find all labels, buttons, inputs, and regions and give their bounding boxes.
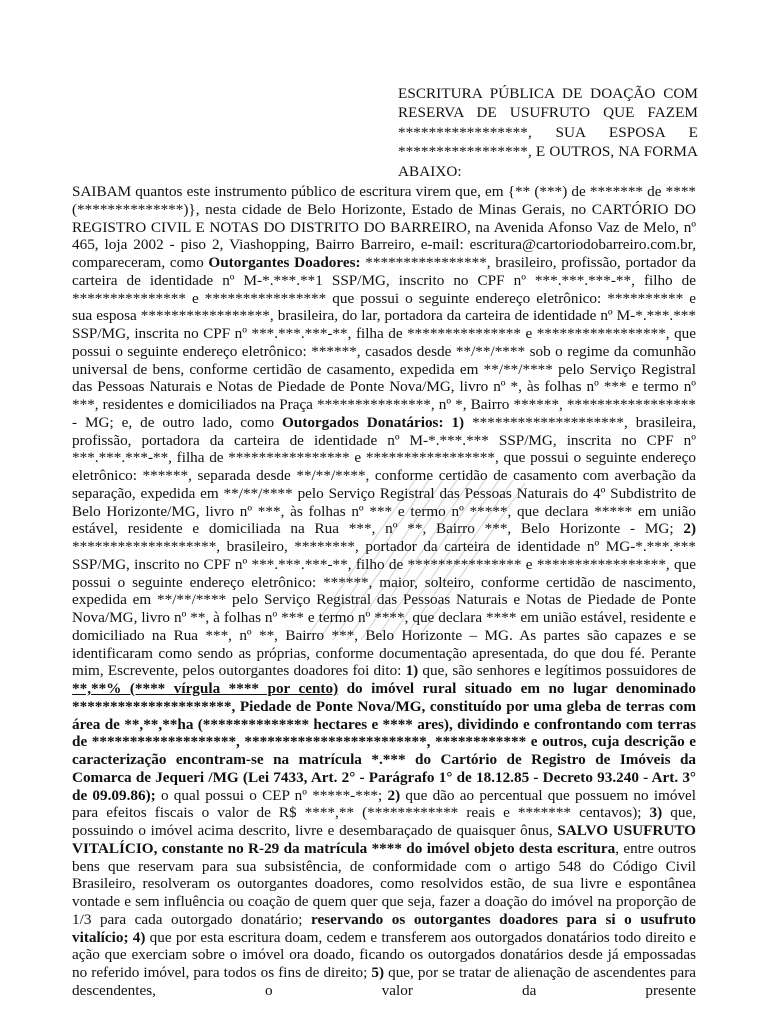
text-segment: que por esta escritura doam, cedem e transferem aos outorgados donatários todo direito e ação que exerciam sobre o imóvel ora doado, ficando os outorgados donatários desde já empossadas no referido imóvel, para todos os fins de direito;: [72, 928, 696, 981]
item-number: 1): [405, 662, 419, 680]
reservation-clause: reservando os outorgantes doadores para si o usufruto vitalício; 4): [72, 910, 696, 946]
text-segment: que, são senhores e legítimos possuidores de: [418, 662, 696, 680]
text-segment: o qual possui o CEP nº *****-***;: [155, 786, 388, 804]
deed-title: ESCRITURA PÚBLICA DE DOAÇÃO COM RESERVA DE USUFRUTO QUE FAZEM *****************, SUA ESPOSA E *****************, E OUTROS, NA FORMA ABAIXO:: [398, 85, 698, 180]
deed-body-paragraph: [72, 183, 696, 1000]
percentage-highlight: [72, 680, 338, 697]
text-segment: que, por se tratar de alienação de ascendentes para descendentes, o valor da presente: [72, 964, 696, 999]
text-segment: ****************, brasileiro, profissão, portador da carteira de identidade nº M-*.***.**1 SSP/MG, inscrito no CPF nº ***.***.***-**, filho de *************** e **************** que possui o seguinte endereço eletrônico: ********** e sua esposa *****************, brasileira, do lar, portadora da carteira de identidade nº M-*.***.*** SSP/MG, inscrita no CPF nº ***.***.***-**, filha de *************** e *****************, que possui o seguinte endereço eletrônico: ******, casados desde **/**/**** sob o regime da comunhão universal de bens, conforme certidão de casamento, expedida em **/**/**** pelo Serviço Registral das Pessoas Naturais e Notas de Piedade de Ponte Nova/MG, livro nº *, às folhas nº *** e termo nº ***, residentes e domiciliados na Praça ***************, nº *, Bairro ******, ***************** - MG; e, de outro lado, como: [72, 254, 696, 431]
item-number: 2): [683, 520, 696, 538]
item-number: 3): [649, 804, 663, 822]
text-segment: que, possuindo o imóvel acima descrito, livre e desembaraçado de quaisquer ônus,: [72, 804, 696, 839]
percentage-underlined: **,**% (**** vírgula **** por cento): [72, 680, 339, 697]
item-number: 5): [371, 964, 385, 981]
item-number: 2): [387, 786, 401, 804]
text-segment: que dão ao percentual que possuem no imóvel para efeitos fiscais o valor de R$ ****,** (************ reais e ******* centavos);: [72, 786, 697, 822]
label-outorgantes-doadores: Outorgantes Doadores:: [208, 254, 361, 271]
text-segment: *******************, brasileiro, ********, portador da carteira de identidade nº MG-*.***.*** SSP/MG, inscrito no CPF nº ***.***.***-**, filho de *************** e *****************, que possui o seguinte endereço eletrônico: ******, maior, solteiro, conforme certidão de nascimento, expedida em **/**/**** pelo Serviço Registral das Pessoas Naturais e Notas de Piedade de Ponte Nova/MG, livro nº **, à folhas nº *** e termo nº ****, que declara **** em união estável, residente e domiciliado na Rua ***, nº **, Bairro ***, Belo Horizonte – MG. As partes são capazes e se identificaram como sendo as próprias, conforme documentação apresentada, do que dou fé. Perante mim, Escrevente, pelos outorgantes doadores foi dito:: [72, 538, 696, 680]
usufruct-clause: SALVO USUFRUTO VITALÍCIO, constante no R-29 da matrícula **** do imóvel objeto desta escritura: [72, 822, 696, 857]
text-segment: SAIBAM quantos este instrumento público de escritura virem que, em {** (***) de ******* de **** (**************)}, nesta cidade de Belo Horizonte, Estado de Minas Gerais, no CARTÓRIO DO REGISTRO CIVIL E NOTAS DO DISTRITO DO BARREIRO, na Avenida Afonso Vaz de Melo, nº 465, loja 2002 - piso 2, Viashopping, Bairro Barreiro, e-mail: escritura@cartoriodobarreiro.com.br, compareceram, como: [72, 183, 696, 271]
text-segment: , entre outros bens que reservam para sua subsistência, de conformidade com o artigo 548 do Código Civil Brasileiro, resolveram os outorgantes doadores, como resolvidos estão, de sua livre e espontânea vontade e sem influência ou coação de quem quer que seja, fazer a doação do imóvel na proporção de 1/3 para cada outorgado donatário;: [72, 839, 696, 928]
label-outorgados-donatarios: Outorgados Donatários: 1): [282, 413, 465, 431]
text-segment: ********************, brasileira, profissão, portadora da carteira de identidade nº M-*.***.*** SSP/MG, inscrita no CPF nº ***.***.***-**, filha de **************** e *****************, que possui o seguinte endereço eletrônico: ******, separada desde **/**/****, conforme certidão de casamento com averbação da separação, expedida em **/**/**** pelo Serviço Registral das Pessoas Naturais do 4º Subdistrito de Belo Horizonte/MG, livro nº ***, às folhas nº *** e termo nº *****, que declara ***** em união estável, residente e domiciliada na Rua ***, nº **, Bairro ***, Belo Horizonte - MG;: [72, 413, 696, 538]
deed-body: [72, 183, 696, 1000]
property-description: do imóvel rural situado em no lugar denominado *********************, Piedade de Ponte Nova/MG, constituído por uma gleba de terras com área de **,**,**ha (************** hectares e **** ares), dividindo e confrontando com terras de *******************, ************************, ************ e outros, cuja descrição e caracterização encontram-se na matrícula *.*** do Cartório de Registro de Imóveis da Comarca de Jequeri /MG (Lei 7433, Art. 2° - Parágrafo 1° de 18.12.85 - Decreto 93.240 - Art. 3° de 09.09.86);: [72, 680, 696, 804]
